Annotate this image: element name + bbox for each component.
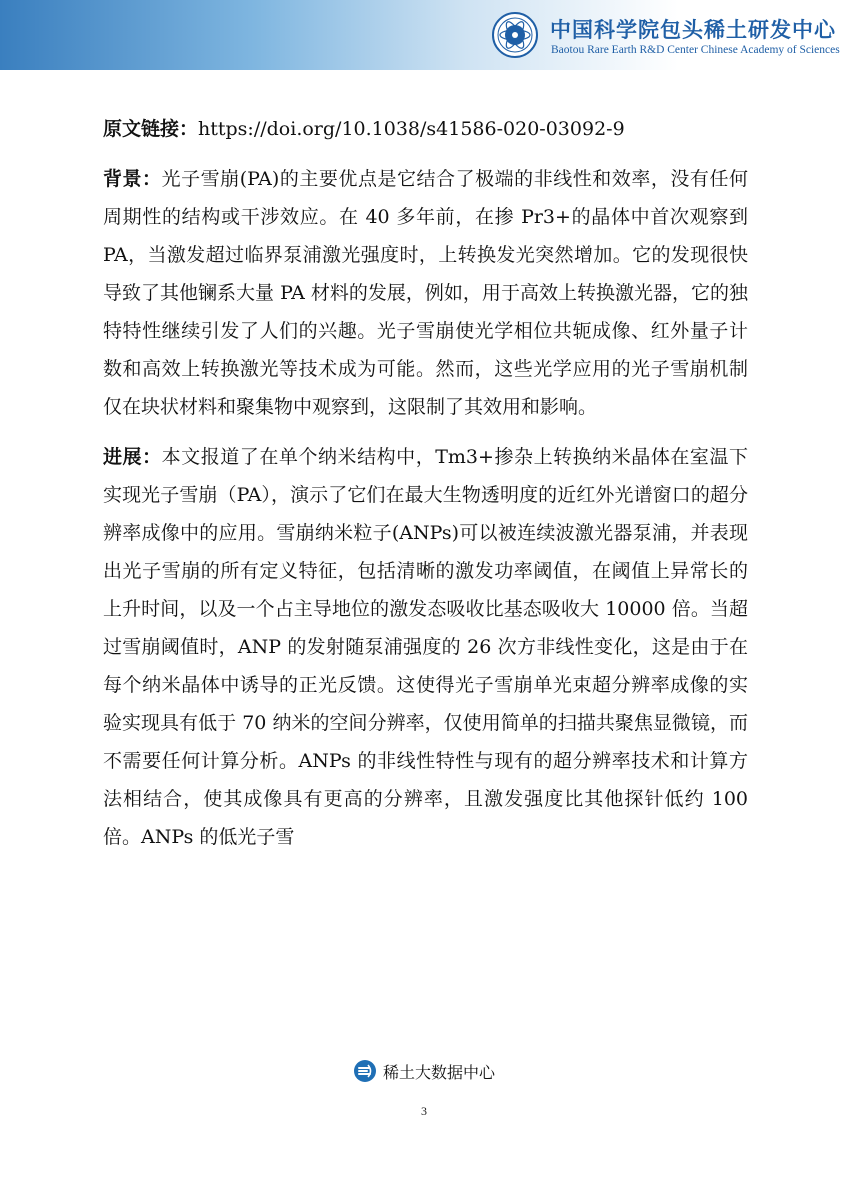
document-body: [103, 110, 748, 868]
source-link-url[interactable]: https://doi.org/10.1038/s41586-020-03092-9: [198, 118, 625, 140]
footer-watermark: [0, 1058, 848, 1084]
source-link-paragraph: [103, 110, 748, 148]
progress-text: 本文报道了在单个纳米结构中，Tm3+掺杂上转换纳米晶体在室温下实现光子雪崩（PA），演示了它们在最大生物透明度的近红外光谱窗口的超分辨率成像中的应用。雪崩纳米粒子(ANPs)可以被连续波激光器泵浦，并表现出光子雪崩的所有定义特征，包括清晰的激发功率阈值，在阈值上异常长的上升时间，以及一个占主导地位的激发态吸收比基态吸收大 10000 倍。当超过雪崩阈值时，ANP 的发射随泵浦强度的 26 次方非线性变化，这是由于在每个纳米晶体中诱导的正光反馈。这使得光子雪崩单光束超分辨率成像的实验实现具有低于 70 纳米的空间分辨率，仅使用简单的扫描共聚焦显微镜，而不需要任何计算分析。ANPs 的非线性特性与现有的超分辨率技术和计算方法相结合，使其成像具有更高的分辨率，且激发强度比其他探针低约 100 倍。ANPs 的低光子雪: [103, 446, 748, 848]
org-name-en: Baotou Rare Earth R&D Center Chinese Academy of Sciences: [551, 44, 840, 56]
footer-watermark-text: 稀土大数据中心: [382, 1062, 495, 1082]
cas-seal-icon: [492, 12, 538, 58]
progress-paragraph: [103, 438, 748, 856]
background-label: 背景：: [103, 168, 162, 190]
background-text: 光子雪崩(PA)的主要优点是它结合了极端的非线性和效率，没有任何周期性的结构或干涉效应。在 40 多年前，在掺 Pr3+的晶体中首次观察到 PA，当激发超过临界泵浦激光强度时，上转换发光突然增加。它的发现很快导致了其他镧系大量 PA 材料的发展，例如，用于高效上转换激光器，它的独特特性继续引发了人们的兴趣。光子雪崩使光学相位共轭成像、红外量子计数和高效上转换激光等技术成为可能。然而，这些光学应用的光子雪崩机制仅在块状材料和聚集物中观察到，这限制了其效用和影响。: [103, 168, 748, 418]
data-center-logo-icon: [353, 1059, 377, 1083]
background-paragraph: [103, 160, 748, 426]
source-link-label: 原文链接：: [103, 118, 199, 140]
progress-label: 进展：: [103, 446, 162, 468]
page-number: 3: [421, 1104, 427, 1118]
org-name-cn: 中国科学院包头稀土研发中心: [550, 18, 836, 42]
